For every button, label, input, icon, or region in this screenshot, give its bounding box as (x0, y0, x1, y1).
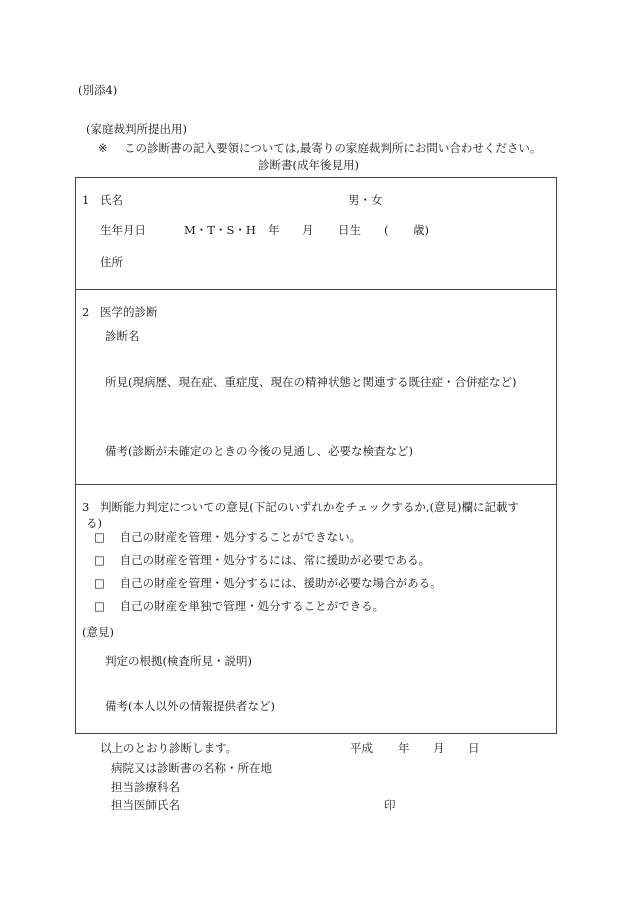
dob-month: 月 (302, 223, 314, 237)
address-label: 住所 (100, 255, 123, 269)
section2-title: 医学的診断 (100, 305, 158, 319)
checkbox-icon[interactable]: □ (94, 599, 105, 613)
option-label: 自己の財産を単独で管理・処分することができる。 (119, 599, 385, 613)
section3-title-line1: 判断能力判定についての意見(下記のいずれかをチェックするか,(意見)欄に記載す (100, 500, 520, 514)
seal-mark: 印 (384, 798, 396, 812)
section3-title-line2: る) (86, 516, 102, 530)
dob-label: 生年月日 (100, 223, 146, 237)
option-2[interactable] (94, 555, 430, 567)
footer-year: 年 (398, 741, 410, 755)
doctor-label: 担当医師氏名 (111, 798, 180, 812)
option-label: 自己の財産を管理・処分することができない。 (119, 530, 362, 544)
era-options: M・T・S・H (184, 223, 256, 237)
instruction-text: この診断書の記入要領については,最寄りの家庭裁判所にお問い合わせください。 (124, 141, 542, 155)
section2-remarks-label: 備考(診断が未確定のときの今後の見通し、必要な検査など) (105, 444, 413, 458)
submission-note: (家庭裁判所提出用) (86, 122, 187, 136)
checkbox-icon[interactable]: □ (94, 553, 105, 567)
dob-year: 年 (268, 223, 280, 237)
footer-day: 日 (468, 741, 480, 755)
form-title: 診断書(成年後見用) (258, 158, 359, 172)
option-1[interactable] (94, 532, 361, 544)
checkbox-icon[interactable]: □ (94, 530, 105, 544)
diagnosis-label: 診断名 (105, 329, 140, 343)
section3-remarks-label: 備考(本人以外の情報提供者など) (105, 699, 275, 713)
findings-label: 所見(現病歴、現在症、重症度、現在の精神状態と関連する既往症・合併症など) (105, 375, 517, 389)
department-label: 担当診療科名 (111, 780, 180, 794)
name-label: 氏名 (100, 193, 123, 207)
section3-number: 3 (82, 500, 90, 514)
annex-label: (別添4) (78, 83, 118, 97)
dob-day: 日生 (338, 223, 361, 237)
basis-label: 判定の根拠(検査所見・説明) (105, 654, 252, 668)
instruction-mark: ※ (98, 141, 108, 155)
gender-field: 男・女 (348, 193, 383, 207)
age-close: 歳) (413, 223, 429, 237)
footer-era: 平成 (350, 741, 373, 755)
checkbox-icon[interactable]: □ (94, 576, 105, 590)
section2-number: 2 (82, 305, 90, 319)
age-open: ( (384, 223, 389, 237)
section1-number: 1 (82, 193, 90, 207)
option-label: 自己の財産を管理・処分するには、援助が必要な場合がある。 (119, 576, 442, 590)
option-3[interactable] (94, 578, 442, 590)
section-divider-1 (75, 289, 557, 290)
footer-month: 月 (433, 741, 445, 755)
section-divider-2 (75, 484, 557, 485)
option-4[interactable] (94, 601, 384, 613)
opinion-label: (意見) (82, 625, 114, 639)
statement: 以上のとおり診断します。 (100, 741, 238, 755)
hospital-label: 病院又は診断書の名称・所在地 (111, 761, 272, 775)
option-label: 自己の財産を管理・処分するには、常に援助が必要である。 (119, 553, 431, 567)
